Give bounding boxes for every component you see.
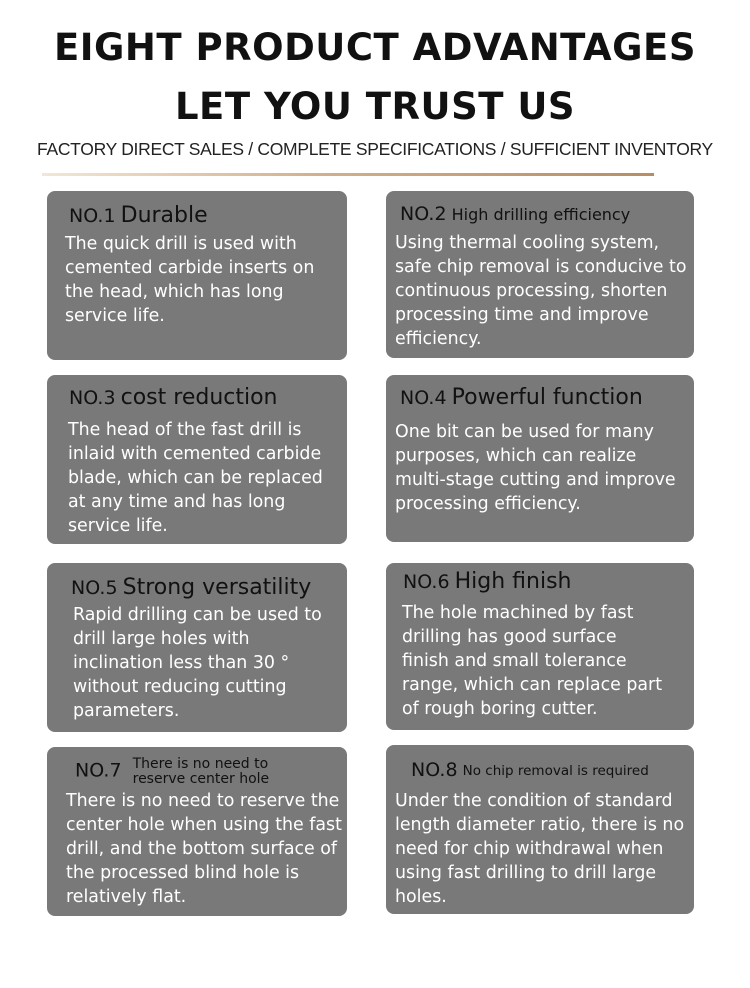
advantage-card-header [403,569,572,594]
advantage-card-header [411,759,649,781]
advantage-title: No chip removal is required [462,763,649,779]
advantage-card-header [71,575,311,600]
advantage-card-5 [47,563,347,732]
advantage-title: Strong versatility [122,575,312,600]
advantage-number: NO.1 [69,205,116,227]
advantage-card-header [400,203,630,225]
gold-divider [42,173,654,176]
advantage-number: NO.2 [400,203,447,225]
advantage-card-1 [47,191,347,360]
page-title-line-1: EIGHT PRODUCT ADVANTAGES [54,26,696,69]
advantage-card-7 [47,747,347,916]
advantage-number: NO.3 [69,387,116,409]
advantage-card-6 [386,563,694,730]
advantage-card-header [69,203,208,228]
advantage-card-3 [47,375,347,544]
advantage-card-2 [386,191,694,358]
advantage-number: NO.7 [75,759,122,782]
advantage-title: Durable [120,203,208,228]
advantage-title: High finish [454,569,572,594]
advantage-description: The head of the fast drill is inlaid with cemented carbide blade, which can be replaced at any time and has long service life. [68,420,323,536]
advantage-description: The hole machined by fast drilling has good surface finish and small tolerance range, which can replace part of rough boring cutter. [402,603,663,719]
advantage-card-4 [386,375,694,542]
advantage-title: High drilling efficiency [451,205,631,224]
advantage-card-8 [386,745,694,914]
advantage-description: Using thermal cooling system, safe chip removal is conducive to continuous processing, shorten processing time and improve efficiency. [395,233,687,349]
advantage-description: Under the condition of standard length diameter ratio, there is no need for chip withdrawal when using fast drilling to drill large holes. [395,791,685,907]
advantage-number: NO.6 [403,571,450,593]
page-title-line-2: LET YOU TRUST US [174,85,576,128]
advantage-number: NO.5 [71,577,118,599]
advantage-number: NO.4 [400,387,447,409]
advantage-title: There is no need to reserve center hole [132,756,270,787]
advantage-title: cost reduction [120,385,278,410]
advantage-number: NO.8 [411,759,458,781]
advantage-card-header [69,385,278,410]
advantage-description: Rapid drilling can be used to drill large holes with inclination less than 30 ° without reducing cutting parameters. [73,605,322,721]
advantage-description: One bit can be used for many purposes, which can realize multi-stage cutting and improve processing efficiency. [395,422,676,514]
advantage-description: The quick drill is used with cemented carbide inserts on the head, which has long service life. [65,234,315,326]
page-subtitle: FACTORY DIRECT SALES / COMPLETE SPECIFICATIONS / SUFFICIENT INVENTORY [37,139,713,159]
advantage-description: There is no need to reserve the center hole when using the fast drill, and the bottom surface of the processed blind hole is relatively flat. [66,791,342,907]
advantage-card-header [75,757,303,787]
advantage-title: Powerful function [451,385,643,410]
advantage-card-header [400,385,643,410]
